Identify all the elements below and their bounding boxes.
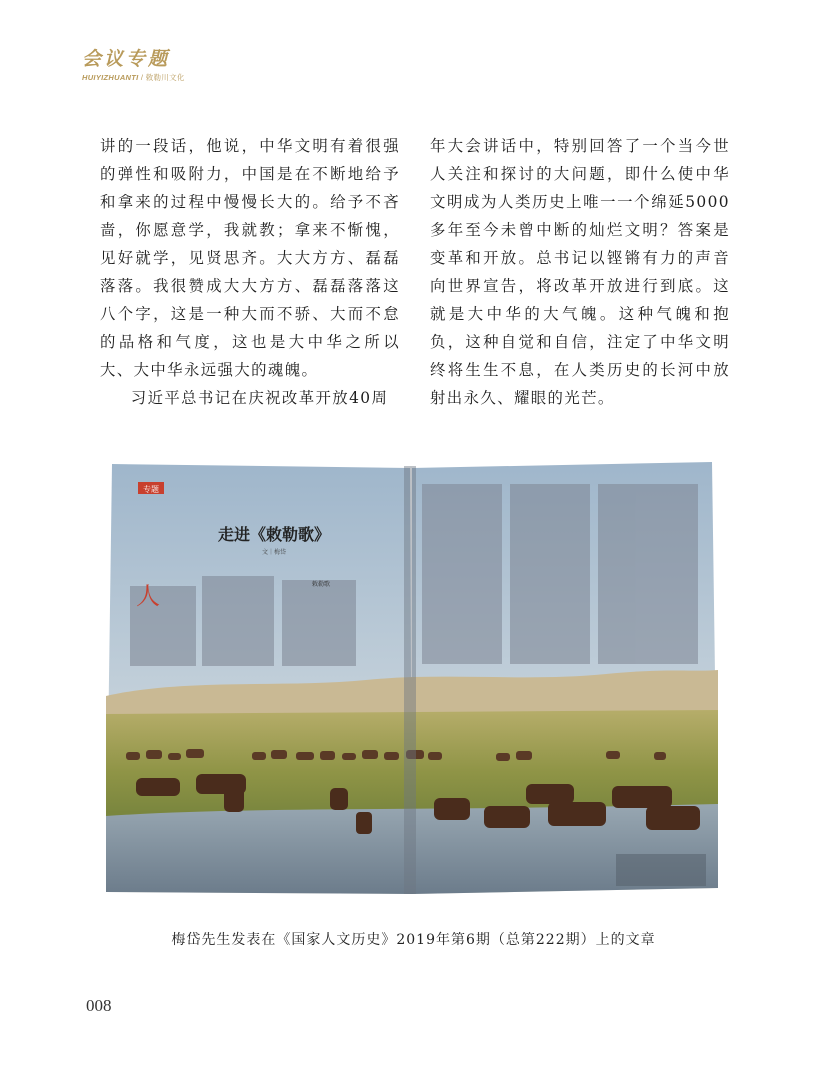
- magazine-byline: 文｜梅岱: [261, 549, 287, 556]
- header-subtitle-cn: 敕勒川文化: [145, 73, 185, 82]
- header-divider: /: [140, 73, 146, 82]
- magazine-photo-caption-box: [616, 854, 706, 886]
- figure-caption: 梅岱先生发表在《国家人文历史》2019年第6期（总第222期）上的文章: [171, 932, 656, 948]
- header-title: 会议专题: [82, 48, 171, 70]
- left-text-column: [100, 132, 400, 412]
- magazine-subhead: 敕勒歌: [312, 581, 331, 588]
- right-paragraph-1: 年大会讲话中，特别回答了一个当今世人关注和探讨的大问题，即什么使中华文明成为人类历史上唯一一个绵延5000多年至今未曾中断的灿烂文明？答案是变革和开放。总书记以铿锵有力的声音向世界宣告，将改革开放进行到底。这就是大中华的大气魄。这种气魄和抱负，这种自觉和自信，注定了中华文明终将生生不息，在人类历史的长河中放射出永久、耀眼的光芒。: [430, 137, 730, 407]
- magazine-drop-cap: 人: [136, 582, 160, 610]
- left-paragraph-1: 讲的一段话，他说，中华文明有着很强的弹性和吸附力，中国是在不断地给予和拿来的过程中慢慢长大的。给予不吝啬，你愿意学，我就教；拿来不惭愧，见好就学，见贤思齐。大大方方、磊磊落落。我很赞成大大方方、磊磊落落这八个字，这是一种大而不骄、大而不怠的品格和气度，这也是大中华之所以大、大中华永远强大的魂魄。: [100, 137, 400, 379]
- magazine-article-title: 走进《敕勒歌》: [217, 525, 331, 544]
- magazine-section-tag: 专题: [143, 485, 159, 494]
- page-number: 008: [86, 996, 112, 1015]
- header-subtitle: [82, 72, 185, 83]
- right-text-column: [430, 132, 730, 412]
- left-paragraph-2: 习近平总书记在庆祝改革开放40周: [130, 389, 389, 407]
- magazine-spine: [404, 466, 416, 894]
- header-subtitle-en: HUIYIZHUANTI: [82, 73, 139, 82]
- magazine-photo: [106, 456, 718, 896]
- page-header: [82, 48, 185, 83]
